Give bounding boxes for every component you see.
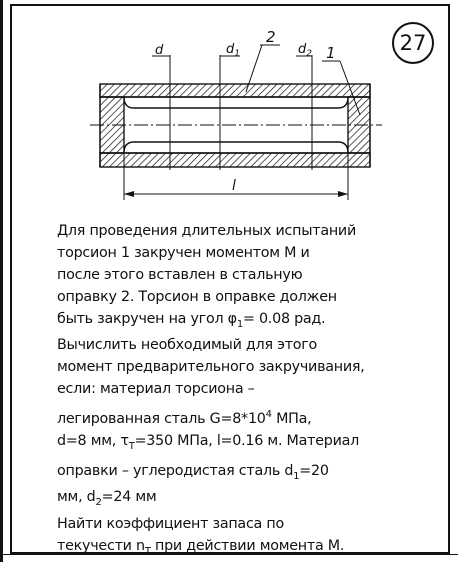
problem-text <box>57 221 417 563</box>
text-line-12: мм, $d_2=24$ мм <box>57 489 157 509</box>
text-line-5: быть закручен на угол $\varphi_1= 0.08$ рад. <box>57 310 326 330</box>
text-line-1: Для проведения длительных испытаний <box>57 223 357 239</box>
text-line-6: Вычислить необходимый для этого <box>57 337 318 354</box>
text-line-9: легированная сталь $G=8*10^4$ МПа, <box>57 409 312 427</box>
problem-number: 27 <box>399 31 427 55</box>
length-label: l <box>232 178 236 194</box>
label-d1: $d_1$ <box>226 42 240 59</box>
text-line-7: момент предварительного закручивания, <box>57 359 365 376</box>
label-d2: $d_2$ <box>298 42 312 59</box>
text-line-8: если: материал торсиона – <box>57 381 255 398</box>
text-line-4: оправку 2. Торсион в оправке должен <box>57 288 337 305</box>
part-label-1: 1 <box>326 44 336 62</box>
text-line-11: оправки – углеродистая сталь $d_1=20$ <box>57 462 329 482</box>
text-line-10: d=8 мм, $\tau_T=350$ МПа, l=0.16 м. Материал <box>57 432 360 452</box>
text-line-13: Найти коэффициент запаса по <box>57 516 284 533</box>
part-label-2: 2 <box>266 28 276 46</box>
text-line-3: после этого вставлен в стальную <box>57 266 303 283</box>
text-line-14: текучести $n_T$ при действии момента М. <box>57 537 345 557</box>
label-d: d <box>155 43 164 58</box>
sleeve-top-wall <box>100 84 370 97</box>
sleeve-bottom-wall <box>100 153 370 167</box>
text-line-2: торсион 1 закручен моментом М и <box>57 244 310 261</box>
